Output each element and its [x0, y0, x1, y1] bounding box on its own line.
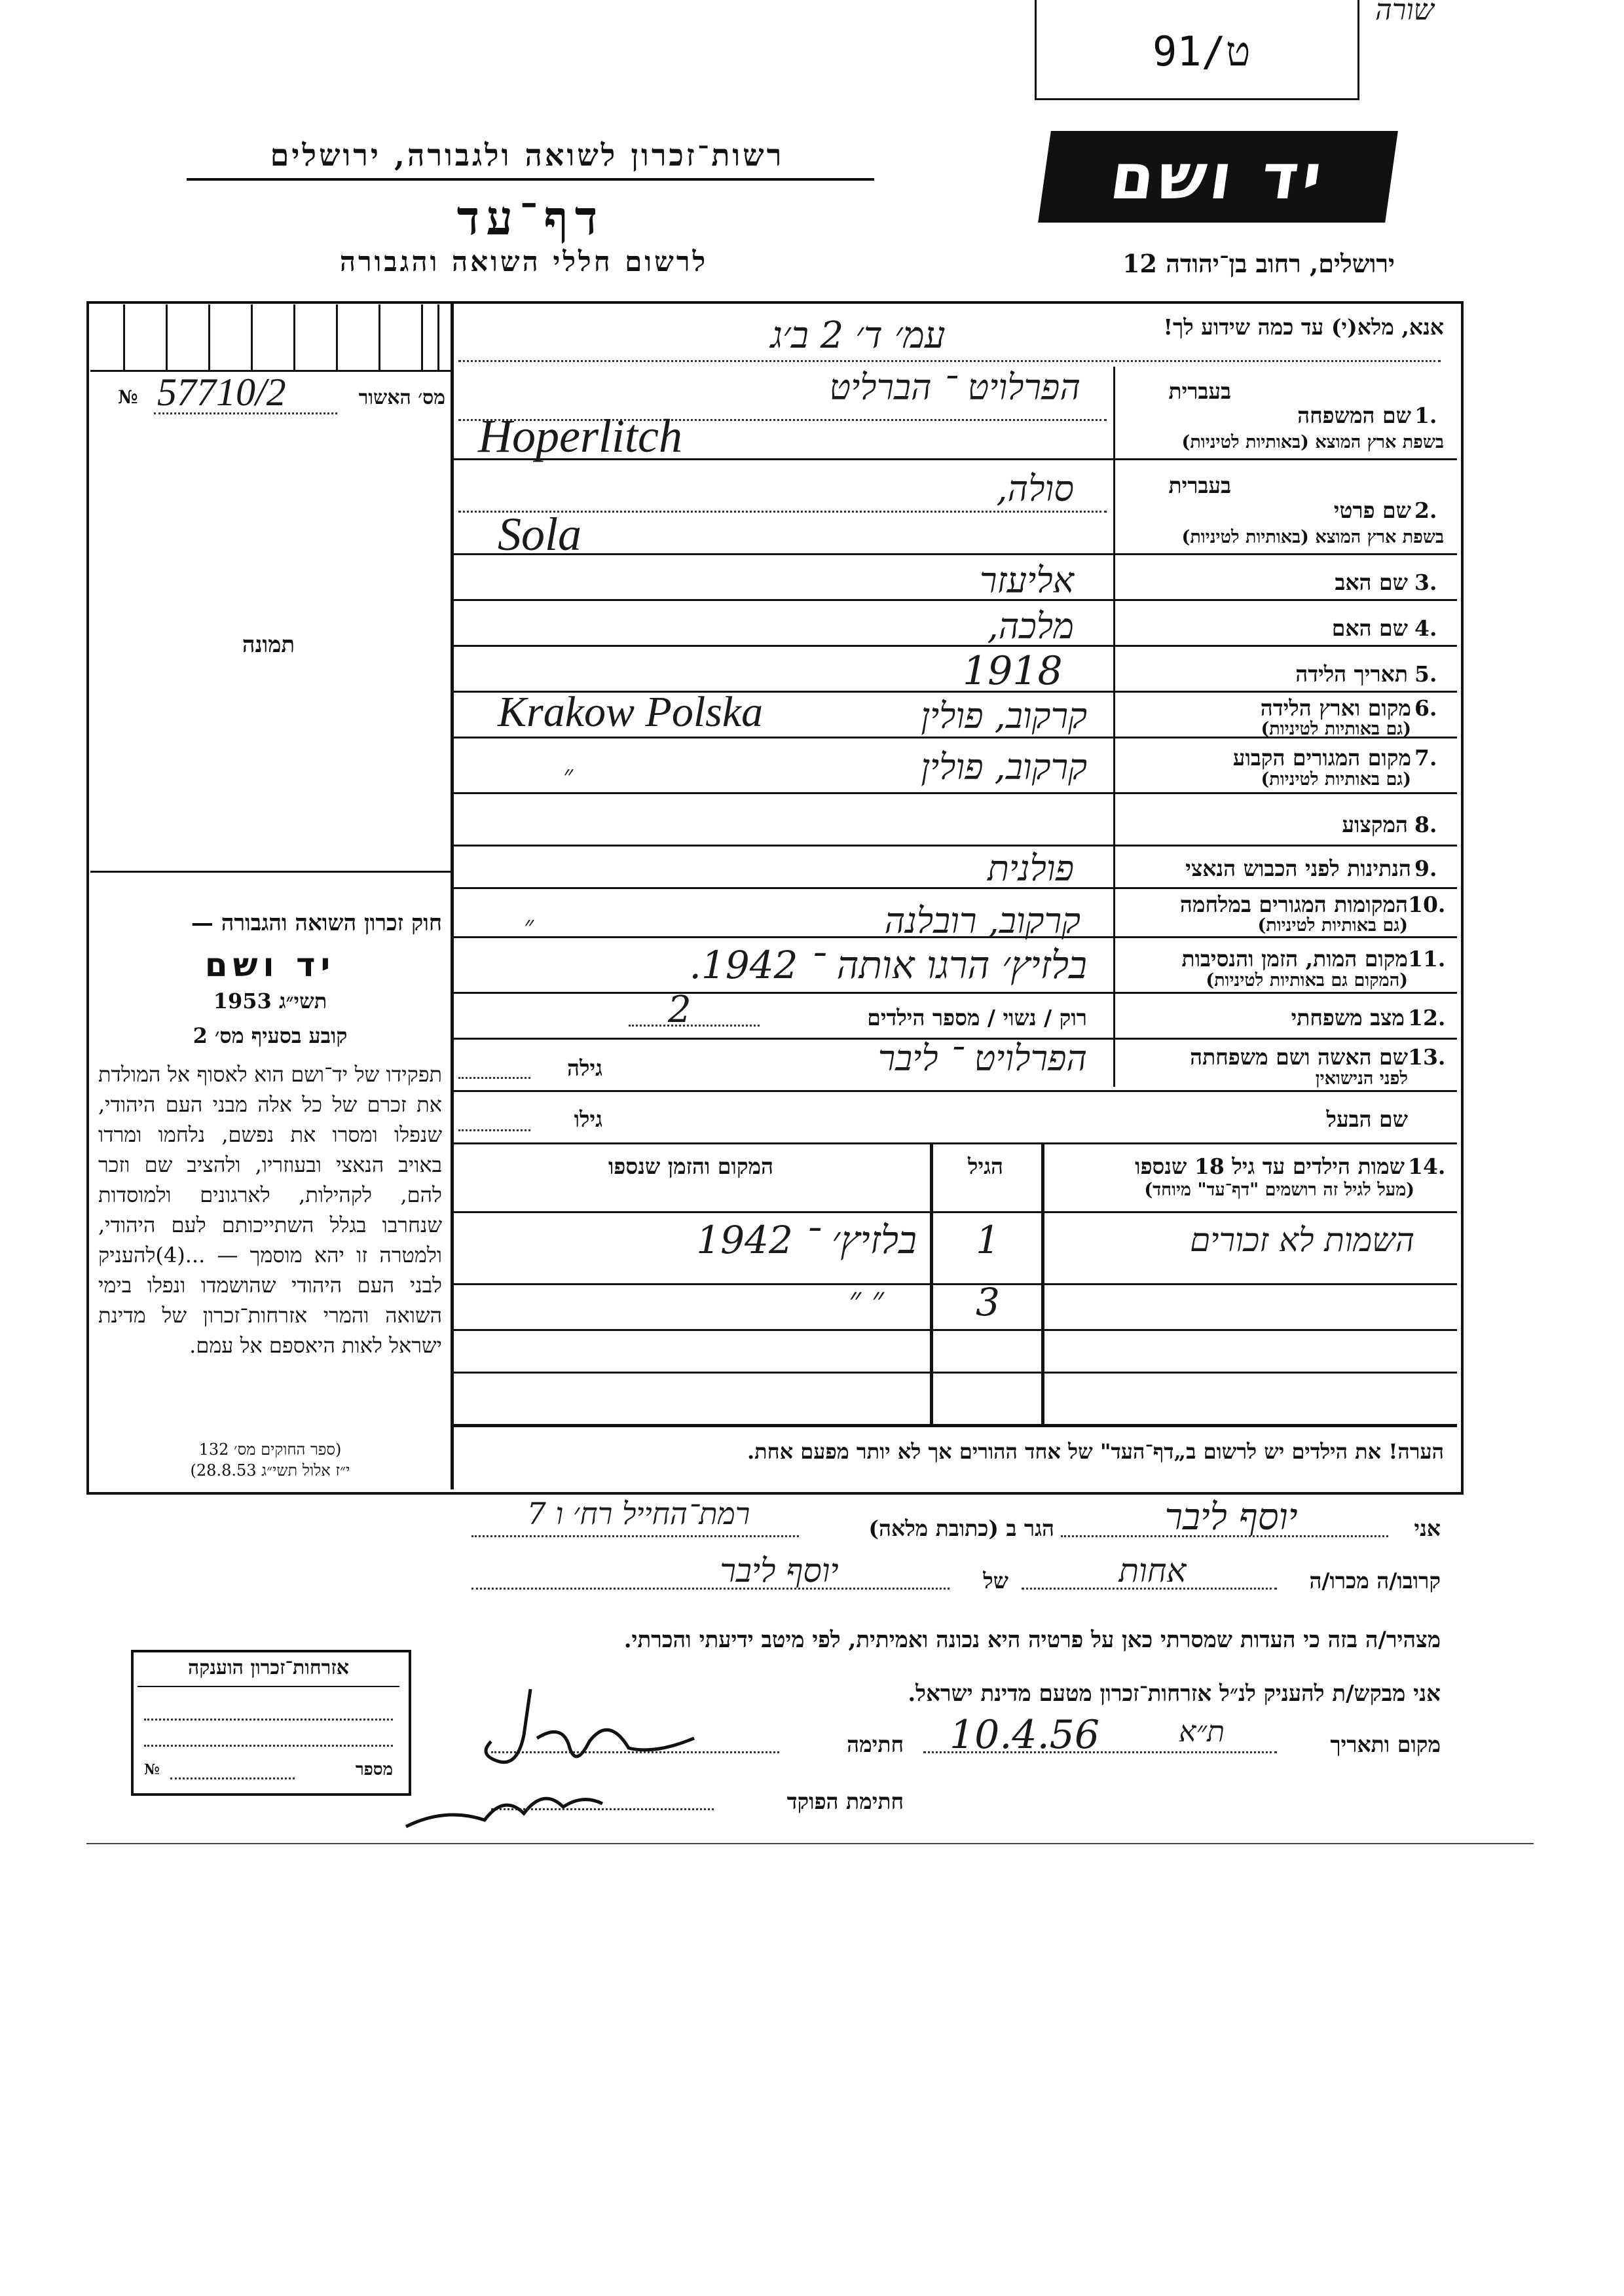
declaration-of-name: יוסף ליבר — [720, 1552, 839, 1590]
declarant-address: רמת־החייל רח׳ ו 7 — [526, 1496, 750, 1531]
certificate-no-sign: № — [144, 1761, 160, 1778]
declarant-signature — [458, 1676, 733, 1781]
field-3-value: אליעזר — [980, 560, 1074, 601]
field-6-value-latin: Krakow Polska — [498, 688, 764, 736]
field-7-sub: (גם באותיות לטיניות) — [1261, 769, 1411, 790]
field-13-age-label: גילה — [567, 1055, 602, 1081]
authority-underline — [187, 178, 874, 181]
declaration-statement: מצהיר/ה בזה כי העדות שמסרתי כאן על פרטיה היא נכונה ואמיתית, לפי מיטב ידיעתי והכרתי. — [623, 1627, 1441, 1653]
field-13-number: 13. — [1408, 1044, 1446, 1070]
children-note: הערה! את הילדים יש לרשום ב„דף־העד" של אחד ההורים אך לא יותר מפעם אחת. — [747, 1439, 1444, 1464]
certificate-title: אזרחות־זכרון הוענקה — [187, 1656, 350, 1679]
field-4-value: מלכה, — [987, 606, 1074, 647]
left-column-divider — [451, 301, 454, 1489]
logo-text: יד ושם — [1105, 140, 1331, 213]
field-12-children-count: 2 — [668, 989, 692, 1031]
field-2-lang-he: בעברית — [1168, 473, 1231, 498]
field-9-label: הנתינות לפני הכבוש הנאצי — [1185, 856, 1411, 881]
child-1-place: בלזיץ׳ ־ 1942 — [696, 1218, 917, 1262]
children-number: 14. — [1408, 1154, 1446, 1179]
registration-no-sign: № — [118, 386, 138, 408]
law-clause: קובע בסעיף מס׳ 2 — [193, 1023, 348, 1048]
declaration-date-place: ת״א — [1179, 1715, 1225, 1749]
field-2-label: שם פרטי — [1333, 498, 1411, 523]
field-2-sub: בשפת ארץ המוצא (באותיות לטיניות) — [1181, 527, 1444, 547]
child-1-age: 1 — [976, 1218, 1000, 1262]
field-9-value: פולנית — [987, 848, 1074, 889]
field-10-number: 10. — [1408, 892, 1446, 917]
declaration-request: אני מבקש/ת להעניק לנ״ל אזרחות־זכרון מטעם מדינת ישראל. — [908, 1681, 1441, 1707]
registration-label: מס׳ האשור — [358, 386, 445, 409]
children-sub: (מעל לגיל זה רושמים "דף־עד" מיוחד) — [1144, 1180, 1414, 1200]
field-7-ditto-mark: ״ — [563, 760, 574, 790]
field-4-number: 4. — [1414, 615, 1437, 641]
field-12-options: רוק / נשוי / מספר הילדים — [867, 1005, 1087, 1030]
children-label: שמות הילדים עד גיל 18 שנספו — [1135, 1154, 1405, 1179]
field-10-value: קרקוב, רובלנה — [884, 900, 1080, 941]
child-2-place: ״ ״ — [849, 1280, 884, 1318]
field-4-label: שם האם — [1331, 615, 1408, 641]
field-6-number: 6. — [1414, 695, 1437, 721]
field-13-label: שם האשה ושם משפחתה — [1190, 1044, 1408, 1070]
field-12-label: מצב משפחתי — [1291, 1005, 1405, 1030]
authority-name: רשות־זכרון לשואה ולגבורה, ירושלים — [270, 137, 784, 173]
child-2-age: 3 — [976, 1280, 1000, 1324]
field-7-value: קרקוב, פולין — [921, 746, 1087, 788]
law-name: יד ושם — [204, 946, 336, 984]
field-12-number: 12. — [1408, 1005, 1446, 1030]
field-2-number: 2. — [1414, 498, 1437, 523]
children-col-place: המקום והזמן שנספו — [608, 1154, 774, 1179]
field-7-number: 7. — [1414, 745, 1437, 771]
field-3-number: 3. — [1414, 570, 1437, 595]
field-3-label: שם האב — [1335, 570, 1408, 595]
field-2-value-latin: Sola — [498, 508, 582, 560]
clerk-signature — [393, 1768, 668, 1840]
field-8-label: המקצוע — [1342, 812, 1408, 837]
declarant-relation: אחות — [1118, 1552, 1187, 1590]
photo-label: תמונה — [242, 632, 295, 658]
field-11-number: 11. — [1408, 946, 1446, 972]
field-11-sub: (המקום גם באותיות לטיניות) — [1206, 970, 1408, 991]
declaration-of: של — [983, 1568, 1008, 1594]
photo-bottom-line — [90, 871, 451, 873]
field-1-number: 1. — [1414, 403, 1437, 428]
law-title: חוק זכרון השואה והגבורה — — [191, 910, 442, 936]
field-11-label: מקום המות, הזמן והנסיבות — [1181, 946, 1408, 972]
field-11-value: בלזיץ׳ הרגו אותה ־ 1942. — [689, 943, 1087, 987]
field-10-sub: (גם באותיות לטיניות) — [1257, 915, 1408, 936]
field-1-label: שם המשפחה — [1297, 403, 1411, 428]
field-1-lang-he: בעברית — [1168, 378, 1231, 404]
form-subtitle: לרשום חללי השואה והגבורה — [339, 246, 709, 278]
field-9-number: 9. — [1414, 856, 1437, 881]
field-5-number: 5. — [1414, 661, 1437, 687]
registration-cells — [90, 304, 451, 370]
top-handwritten-note: עמ׳ ד׳ 2 ב׳ג — [770, 314, 946, 357]
field-1-value-latin: Hoperlitch — [478, 410, 682, 462]
signature-label: חתימה — [847, 1732, 904, 1757]
law-ref-2: י״ז אלול תשי״ג 28.8.53) — [190, 1461, 350, 1480]
label-column-divider — [1113, 367, 1115, 1087]
field-8-number: 8. — [1414, 812, 1437, 837]
field-5-label: תאריך הלידה — [1295, 661, 1408, 687]
field-13-sub: לפני הנישואין — [1315, 1068, 1408, 1089]
declaration-resides: הגר ב (כתובת מלאה) — [868, 1516, 1054, 1541]
child-1-name: השמות לא זכורים — [1190, 1221, 1414, 1259]
field-6-value: קרקוב, פולין — [921, 695, 1087, 737]
field-6-sub: (גם באותיות לטיניות) — [1261, 719, 1411, 739]
husband-age-label: גילו — [574, 1106, 602, 1132]
field-10-ditto-mark: ״ — [524, 911, 534, 941]
declaration-ani: אני — [1414, 1516, 1441, 1541]
field-1-value-he: הפרלויט ־ הברליט — [829, 367, 1080, 408]
field-6-label: מקום וארץ הלידה — [1260, 695, 1411, 721]
field-7-label: מקום המגורים הקבוע — [1232, 745, 1411, 771]
law-ref-1: (ספר החוקים מס׳ 132 — [198, 1440, 342, 1459]
children-col-age: הגיל — [968, 1154, 1003, 1179]
registration-number: 57710/2 — [157, 371, 286, 414]
place-date-label: מקום ותאריך — [1330, 1732, 1441, 1757]
corner-handwritten-note: שורה — [1375, 0, 1434, 27]
form-title: דף־עד — [456, 190, 604, 246]
declaration-date: 10.4.56 — [950, 1712, 1100, 1758]
field-5-value: 1918 — [963, 648, 1063, 694]
husband-label: שם הבעל — [1326, 1106, 1408, 1132]
field-10-label: המקומות המגורים במלחמה — [1179, 892, 1408, 917]
declarant-name: יוסף ליבר — [1164, 1496, 1298, 1539]
field-1-sub: בשפת ארץ המוצא (באותיות לטיניות) — [1181, 432, 1444, 452]
children-table-bottom — [452, 1424, 1457, 1427]
field-13-value: הפרלויט ־ ליבר — [877, 1038, 1087, 1079]
address: ירושלים, רחוב בן־יהודה 12 — [1122, 249, 1395, 278]
field-2-value-he: סולה, — [996, 468, 1074, 509]
yad-vashem-logo — [1038, 131, 1398, 223]
stamp-number: 91/ט — [1153, 27, 1251, 75]
certificate-number-label: מספר — [355, 1760, 393, 1779]
clerk-signature-label: חתימת הפוקד — [786, 1789, 904, 1814]
law-year: תשי״ג 1953 — [213, 989, 327, 1013]
page-bottom-line — [86, 1843, 1534, 1844]
declaration-relative: קרובו/ה מכרו/ה — [1309, 1568, 1441, 1594]
intro-text: אנא, מלא(י) עד כמה שידוע לך! — [1163, 314, 1444, 340]
law-body: תפקידו של יד־ושם הוא לאסוף אל המולדת את זכרם של כל אלה מבני העם היהודי, שנפלו ומסרו את נפשם, נלחמו ומרדו באויב הנאצי ובעוזריו, ולהציב שם וזכר להם, לקהילות, לארגונים ולמוסדות שנחרבו בגלל השתייכותם לעם היהודי, ולמטרה זו יהא מוסמך — ...(4)להעניק לבני העם היהודי שהושמדו ונפלו בימי השואה והמרי אזרחות־זכרון של מדינת ישראל לאות היאספם אל עמם. — [98, 1062, 442, 1358]
